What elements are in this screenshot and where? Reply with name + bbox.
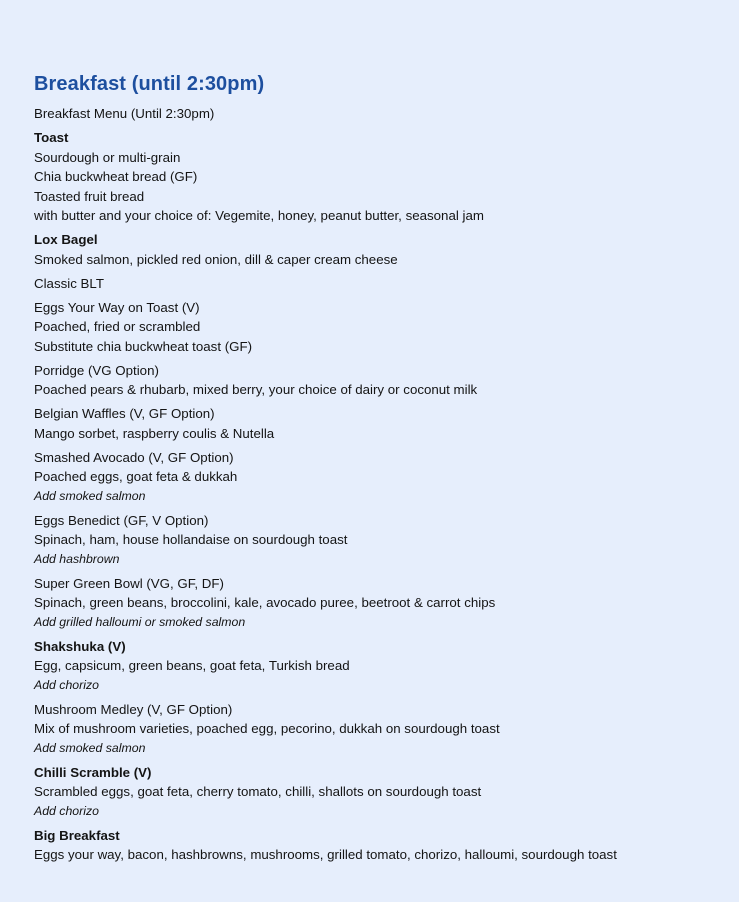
menu-item-addon: Add grilled halloumi or smoked salmon — [34, 614, 246, 629]
menu-item — [34, 230, 709, 269]
menu-item-name: Eggs Benedict (GF, V Option) — [34, 512, 209, 528]
menu-item-desc: Eggs your way, bacon, hashbrowns, mushrooms, grilled tomato, chorizo, halloumi, sourdough toast — [34, 847, 617, 862]
menu-item-name: Porridge (VG Option) — [34, 362, 159, 378]
menu-item — [34, 298, 709, 357]
page-title: Breakfast (until 2:30pm) — [34, 73, 265, 95]
menu-item-name: Eggs Your Way on Toast (V) — [34, 299, 200, 315]
menu-item-desc: Poached pears & rhubarb, mixed berry, your choice of dairy or coconut milk — [34, 382, 478, 397]
menu-item-desc: Poached eggs, goat feta & dukkah — [34, 469, 238, 484]
menu-item-desc: Egg, capsicum, green beans, goat feta, Turkish bread — [34, 658, 350, 673]
menu-item — [34, 404, 709, 443]
menu-item — [34, 637, 709, 696]
menu-item-name: Lox Bagel — [34, 232, 98, 247]
menu-item — [34, 361, 709, 400]
menu-item — [34, 763, 709, 822]
menu-item-desc: Chia buckwheat bread (GF) — [34, 169, 198, 184]
menu-item-desc: Toasted fruit bread — [34, 188, 145, 204]
menu-item — [34, 274, 709, 294]
menu-list — [34, 128, 709, 865]
menu-item-name: Big Breakfast — [34, 827, 120, 843]
menu-item-name: Super Green Bowl (VG, GF, DF) — [34, 575, 224, 591]
menu-item — [34, 128, 709, 226]
menu-item — [34, 826, 709, 865]
menu-item-addon: Add smoked salmon — [34, 488, 146, 503]
menu-item-name: Belgian Waffles (V, GF Option) — [34, 406, 215, 421]
menu-item-desc: Substitute chia buckwheat toast (GF) — [34, 338, 253, 354]
menu-item-desc: Spinach, ham, house hollandaise on sourdough toast — [34, 532, 348, 547]
menu-item-addon: Add chorizo — [34, 677, 99, 692]
menu-item-name: Smashed Avocado (V, GF Option) — [34, 449, 234, 465]
menu-item-desc: Mix of mushroom varieties, poached egg, pecorino, dukkah on sourdough toast — [34, 721, 500, 736]
menu-item — [34, 574, 709, 633]
menu-item-name: Shakshuka (V) — [34, 638, 126, 654]
menu-item-desc: Mango sorbet, raspberry coulis & Nutella — [34, 425, 275, 441]
menu-item — [34, 511, 709, 570]
menu-item-addon: Add smoked salmon — [34, 740, 146, 755]
menu-item-desc: Scrambled eggs, goat feta, cherry tomato, chilli, shallots on sourdough toast — [34, 784, 482, 799]
menu-item-desc: Poached, fried or scrambled — [34, 319, 201, 334]
menu-item-desc: Spinach, green beans, broccolini, kale, avocado puree, beetroot & carrot chips — [34, 595, 496, 610]
menu-item-name: Chilli Scramble (V) — [34, 764, 152, 780]
menu-item — [34, 700, 709, 759]
menu-subtitle: Breakfast Menu (Until 2:30pm) — [34, 106, 215, 121]
menu-item-desc: with butter and your choice of: Vegemite, honey, peanut butter, seasonal jam — [34, 208, 484, 223]
menu-item-name: Mushroom Medley (V, GF Option) — [34, 701, 233, 717]
menu-item-name: Toast — [34, 130, 69, 145]
menu-item-name: Classic BLT — [34, 275, 104, 291]
menu-item-desc: Smoked salmon, pickled red onion, dill & caper cream cheese — [34, 251, 398, 267]
menu-item-addon: Add hashbrown — [34, 551, 120, 566]
menu-item-addon: Add chorizo — [34, 803, 99, 818]
menu-item — [34, 448, 709, 507]
menu-item-desc: Sourdough or multi-grain — [34, 149, 181, 165]
